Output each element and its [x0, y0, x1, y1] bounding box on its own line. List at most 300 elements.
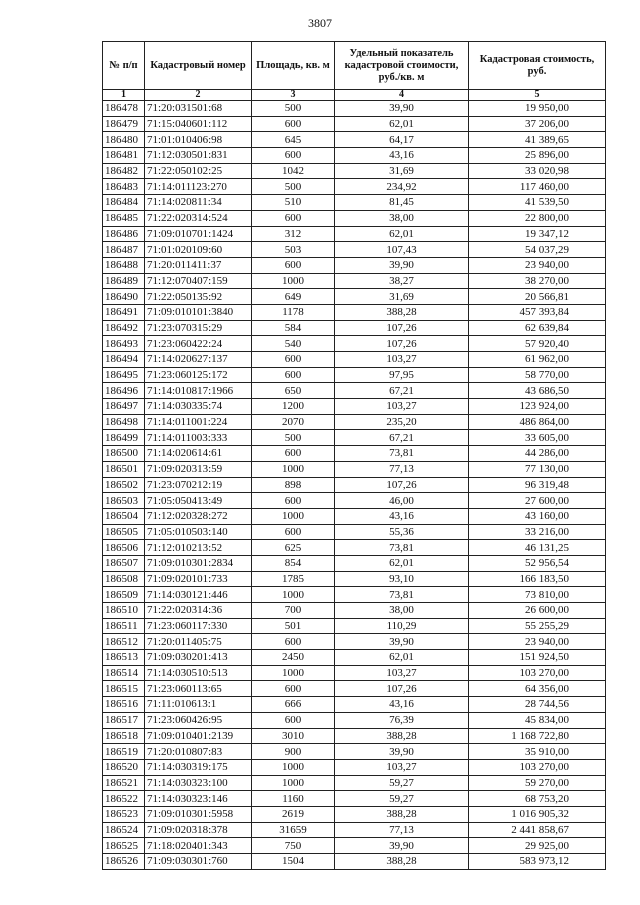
cell-item-number: 186522 [103, 791, 145, 807]
cell-specific-value: 59,27 [335, 775, 469, 791]
table-row [103, 681, 606, 697]
cell-item-number: 186504 [103, 508, 145, 524]
cell-specific-value: 93,10 [335, 571, 469, 587]
cell-area: 600 [252, 493, 335, 509]
cell-item-number: 186502 [103, 477, 145, 493]
cell-cadastral-number: 71:22:050102:25 [145, 163, 252, 179]
cell-cadastral-value: 54 037,29 [469, 242, 606, 258]
cell-area: 1178 [252, 304, 335, 320]
cell-cadastral-value: 43 160,00 [469, 508, 606, 524]
cell-cadastral-value: 52 956,54 [469, 555, 606, 571]
cell-cadastral-value: 62 639,84 [469, 320, 606, 336]
cell-cadastral-number: 71:22:020314:36 [145, 603, 252, 619]
cell-specific-value: 43,16 [335, 508, 469, 524]
cell-item-number: 186491 [103, 304, 145, 320]
column-number: 5 [469, 90, 606, 101]
cell-specific-value: 31,69 [335, 163, 469, 179]
table-row [103, 728, 606, 744]
cell-cadastral-number: 71:12:010213:52 [145, 540, 252, 556]
cell-area: 645 [252, 132, 335, 148]
cell-cadastral-number: 71:14:020627:137 [145, 352, 252, 368]
cell-cadastral-value: 25 896,00 [469, 148, 606, 164]
cell-cadastral-number: 71:23:060113:65 [145, 681, 252, 697]
cell-area: 1504 [252, 854, 335, 870]
column-number: 1 [103, 90, 145, 101]
table-row [103, 587, 606, 603]
header-specific-value: Удельный показатель кадастровой стоимости, руб./кв. м [335, 42, 469, 90]
cell-cadastral-value: 1 168 722,80 [469, 728, 606, 744]
cell-specific-value: 103,27 [335, 665, 469, 681]
table-row [103, 791, 606, 807]
cell-item-number: 186488 [103, 257, 145, 273]
cell-item-number: 186484 [103, 195, 145, 211]
table-row [103, 289, 606, 305]
table-row [103, 461, 606, 477]
cell-cadastral-number: 71:09:010101:3840 [145, 304, 252, 320]
cell-cadastral-value: 55 255,29 [469, 618, 606, 634]
table-row [103, 634, 606, 650]
cell-cadastral-number: 71:23:060125:172 [145, 367, 252, 383]
cell-cadastral-number: 71:11:010613:1 [145, 697, 252, 713]
cell-specific-value: 77,13 [335, 461, 469, 477]
cell-cadastral-value: 123 924,00 [469, 399, 606, 415]
cell-cadastral-value: 46 131,25 [469, 540, 606, 556]
table-row [103, 242, 606, 258]
cell-cadastral-number: 71:23:060426:95 [145, 712, 252, 728]
cell-area: 510 [252, 195, 335, 211]
cell-cadastral-number: 71:20:010807:83 [145, 744, 252, 760]
cell-item-number: 186482 [103, 163, 145, 179]
cell-specific-value: 388,28 [335, 728, 469, 744]
cell-cadastral-number: 71:09:010301:2834 [145, 555, 252, 571]
cell-item-number: 186492 [103, 320, 145, 336]
table-row [103, 759, 606, 775]
cell-area: 1160 [252, 791, 335, 807]
cell-specific-value: 64,17 [335, 132, 469, 148]
cell-item-number: 186516 [103, 697, 145, 713]
cell-area: 1000 [252, 665, 335, 681]
cell-specific-value: 67,21 [335, 430, 469, 446]
cell-cadastral-number: 71:14:030319:175 [145, 759, 252, 775]
cell-item-number: 186507 [103, 555, 145, 571]
cell-cadastral-number: 71:23:070212:19 [145, 477, 252, 493]
cell-specific-value: 31,69 [335, 289, 469, 305]
cell-item-number: 186501 [103, 461, 145, 477]
cell-cadastral-number: 71:05:050413:49 [145, 493, 252, 509]
table-row [103, 148, 606, 164]
cell-cadastral-number: 71:14:030335:74 [145, 399, 252, 415]
column-number: 2 [145, 90, 252, 101]
cell-cadastral-value: 29 925,00 [469, 838, 606, 854]
cell-cadastral-value: 28 744,56 [469, 697, 606, 713]
cell-specific-value: 388,28 [335, 806, 469, 822]
cell-area: 900 [252, 744, 335, 760]
cell-cadastral-number: 71:01:010406:98 [145, 132, 252, 148]
cell-specific-value: 43,16 [335, 148, 469, 164]
table-row [103, 163, 606, 179]
cell-item-number: 186518 [103, 728, 145, 744]
cell-item-number: 186523 [103, 806, 145, 822]
cell-item-number: 186498 [103, 414, 145, 430]
table-row [103, 179, 606, 195]
table-row [103, 226, 606, 242]
header-cadastral-value: Кадастровая стоимость, руб. [469, 42, 606, 90]
cell-cadastral-value: 22 800,00 [469, 210, 606, 226]
column-number: 4 [335, 90, 469, 101]
cell-specific-value: 43,16 [335, 697, 469, 713]
cell-cadastral-value: 77 130,00 [469, 461, 606, 477]
cell-specific-value: 76,39 [335, 712, 469, 728]
cell-cadastral-number: 71:15:040601:112 [145, 116, 252, 132]
cell-area: 501 [252, 618, 335, 634]
table-row [103, 195, 606, 211]
cell-area: 600 [252, 116, 335, 132]
cell-cadastral-number: 71:01:020109:60 [145, 242, 252, 258]
cell-cadastral-value: 41 539,50 [469, 195, 606, 211]
table-row [103, 477, 606, 493]
cell-specific-value: 107,26 [335, 477, 469, 493]
cell-cadastral-value: 26 600,00 [469, 603, 606, 619]
cell-cadastral-value: 68 753,20 [469, 791, 606, 807]
cell-item-number: 186509 [103, 587, 145, 603]
cell-cadastral-number: 71:14:030323:100 [145, 775, 252, 791]
cell-cadastral-number: 71:09:030201:413 [145, 650, 252, 666]
cell-specific-value: 110,29 [335, 618, 469, 634]
cell-specific-value: 107,43 [335, 242, 469, 258]
table-row [103, 399, 606, 415]
table-row [103, 524, 606, 540]
cell-cadastral-number: 71:20:031501:68 [145, 101, 252, 117]
cell-cadastral-value: 2 441 858,67 [469, 822, 606, 838]
cell-specific-value: 107,26 [335, 336, 469, 352]
cell-area: 1042 [252, 163, 335, 179]
table-row [103, 383, 606, 399]
cell-item-number: 186526 [103, 854, 145, 870]
cell-item-number: 186513 [103, 650, 145, 666]
cell-cadastral-value: 151 924,50 [469, 650, 606, 666]
cell-specific-value: 62,01 [335, 116, 469, 132]
cell-cadastral-number: 71:09:010401:2139 [145, 728, 252, 744]
cell-area: 1785 [252, 571, 335, 587]
table-row [103, 806, 606, 822]
table-row [103, 665, 606, 681]
cell-cadastral-value: 103 270,00 [469, 759, 606, 775]
page-number: 3807 [308, 16, 332, 30]
table-row [103, 697, 606, 713]
cell-cadastral-number: 71:12:030501:831 [145, 148, 252, 164]
table-row [103, 508, 606, 524]
table-row [103, 101, 606, 117]
cell-cadastral-number: 71:14:020614:61 [145, 446, 252, 462]
cell-cadastral-number: 71:12:070407:159 [145, 273, 252, 289]
table-row [103, 571, 606, 587]
cell-cadastral-number: 71:14:011123:270 [145, 179, 252, 195]
cell-item-number: 186508 [103, 571, 145, 587]
cell-item-number: 186506 [103, 540, 145, 556]
cell-item-number: 186525 [103, 838, 145, 854]
cell-cadastral-number: 71:23:060422:24 [145, 336, 252, 352]
cell-cadastral-value: 33 216,00 [469, 524, 606, 540]
cell-cadastral-value: 44 286,00 [469, 446, 606, 462]
table-row [103, 744, 606, 760]
cell-cadastral-value: 59 270,00 [469, 775, 606, 791]
cell-item-number: 186497 [103, 399, 145, 415]
cell-item-number: 186478 [103, 101, 145, 117]
cell-area: 2619 [252, 806, 335, 822]
cell-specific-value: 62,01 [335, 555, 469, 571]
cell-item-number: 186485 [103, 210, 145, 226]
cell-item-number: 186490 [103, 289, 145, 305]
cell-cadastral-value: 23 940,00 [469, 634, 606, 650]
cell-cadastral-number: 71:22:050135:92 [145, 289, 252, 305]
cell-item-number: 186479 [103, 116, 145, 132]
cell-item-number: 186524 [103, 822, 145, 838]
cell-cadastral-value: 33 605,00 [469, 430, 606, 446]
cell-area: 650 [252, 383, 335, 399]
cell-cadastral-number: 71:09:020101:733 [145, 571, 252, 587]
cell-cadastral-number: 71:14:030121:446 [145, 587, 252, 603]
cell-item-number: 186481 [103, 148, 145, 164]
cell-area: 31659 [252, 822, 335, 838]
cell-area: 600 [252, 257, 335, 273]
cell-cadastral-number: 71:14:011001:224 [145, 414, 252, 430]
cell-cadastral-number: 71:20:011405:75 [145, 634, 252, 650]
cell-specific-value: 77,13 [335, 822, 469, 838]
cell-area: 1000 [252, 759, 335, 775]
header-area: Площадь, кв. м [252, 42, 335, 90]
cell-cadastral-value: 166 183,50 [469, 571, 606, 587]
cell-area: 3010 [252, 728, 335, 744]
cell-specific-value: 59,27 [335, 791, 469, 807]
cell-cadastral-value: 57 920,40 [469, 336, 606, 352]
cell-item-number: 186520 [103, 759, 145, 775]
cell-area: 503 [252, 242, 335, 258]
cell-specific-value: 67,21 [335, 383, 469, 399]
table-row [103, 618, 606, 634]
cell-specific-value: 39,90 [335, 101, 469, 117]
cell-area: 600 [252, 634, 335, 650]
cell-cadastral-value: 1 016 905,32 [469, 806, 606, 822]
table-row [103, 446, 606, 462]
cell-area: 700 [252, 603, 335, 619]
cell-area: 2070 [252, 414, 335, 430]
cell-area: 540 [252, 336, 335, 352]
table-row [103, 116, 606, 132]
cell-area: 666 [252, 697, 335, 713]
column-number: 3 [252, 90, 335, 101]
cell-specific-value: 39,90 [335, 838, 469, 854]
cell-cadastral-value: 583 973,12 [469, 854, 606, 870]
cell-area: 500 [252, 430, 335, 446]
table-body [103, 101, 606, 870]
cell-cadastral-value: 103 270,00 [469, 665, 606, 681]
cell-cadastral-value: 38 270,00 [469, 273, 606, 289]
cell-item-number: 186512 [103, 634, 145, 650]
cell-cadastral-number: 71:09:020313:59 [145, 461, 252, 477]
cell-cadastral-number: 71:09:020318:378 [145, 822, 252, 838]
cell-specific-value: 73,81 [335, 587, 469, 603]
cell-specific-value: 38,00 [335, 603, 469, 619]
cell-cadastral-number: 71:14:011003:333 [145, 430, 252, 446]
cell-item-number: 186493 [103, 336, 145, 352]
cell-area: 600 [252, 712, 335, 728]
cell-cadastral-number: 71:23:060117:330 [145, 618, 252, 634]
cell-specific-value: 107,26 [335, 681, 469, 697]
cell-cadastral-number: 71:12:020328:272 [145, 508, 252, 524]
table-row [103, 414, 606, 430]
cell-specific-value: 39,90 [335, 634, 469, 650]
cell-item-number: 186487 [103, 242, 145, 258]
cell-cadastral-value: 20 566,81 [469, 289, 606, 305]
table-row [103, 320, 606, 336]
cell-area: 1000 [252, 587, 335, 603]
cell-cadastral-value: 33 020,98 [469, 163, 606, 179]
cell-item-number: 186499 [103, 430, 145, 446]
cell-item-number: 186515 [103, 681, 145, 697]
cell-cadastral-value: 35 910,00 [469, 744, 606, 760]
cell-cadastral-number: 71:14:010817:1966 [145, 383, 252, 399]
cell-area: 898 [252, 477, 335, 493]
cell-area: 500 [252, 101, 335, 117]
cell-item-number: 186489 [103, 273, 145, 289]
cell-item-number: 186503 [103, 493, 145, 509]
cell-specific-value: 46,00 [335, 493, 469, 509]
cell-area: 649 [252, 289, 335, 305]
cell-specific-value: 235,20 [335, 414, 469, 430]
cell-area: 312 [252, 226, 335, 242]
cell-cadastral-value: 58 770,00 [469, 367, 606, 383]
cell-cadastral-value: 43 686,50 [469, 383, 606, 399]
cell-cadastral-number: 71:14:020811:34 [145, 195, 252, 211]
cell-cadastral-value: 23 940,00 [469, 257, 606, 273]
cell-cadastral-number: 71:05:010503:140 [145, 524, 252, 540]
cell-cadastral-number: 71:09:030301:760 [145, 854, 252, 870]
cell-area: 1000 [252, 461, 335, 477]
cell-cadastral-number: 71:09:010701:1424 [145, 226, 252, 242]
cell-specific-value: 62,01 [335, 650, 469, 666]
cell-item-number: 186519 [103, 744, 145, 760]
column-number-row [103, 90, 606, 101]
table-row [103, 493, 606, 509]
cell-item-number: 186514 [103, 665, 145, 681]
cell-specific-value: 388,28 [335, 304, 469, 320]
cell-specific-value: 234,92 [335, 179, 469, 195]
cell-specific-value: 103,27 [335, 399, 469, 415]
cell-cadastral-value: 73 810,00 [469, 587, 606, 603]
table-row [103, 430, 606, 446]
cell-specific-value: 103,27 [335, 352, 469, 368]
table-row [103, 650, 606, 666]
table-row [103, 257, 606, 273]
cadastral-value-table [102, 41, 606, 870]
table-row [103, 540, 606, 556]
cell-area: 1200 [252, 399, 335, 415]
cell-cadastral-number: 71:18:020401:343 [145, 838, 252, 854]
table-row [103, 352, 606, 368]
cell-specific-value: 38,27 [335, 273, 469, 289]
table-row [103, 775, 606, 791]
cell-area: 600 [252, 352, 335, 368]
cell-cadastral-value: 96 319,48 [469, 477, 606, 493]
cell-area: 2450 [252, 650, 335, 666]
cell-area: 600 [252, 446, 335, 462]
table-row [103, 603, 606, 619]
cell-cadastral-number: 71:09:010301:5958 [145, 806, 252, 822]
cell-cadastral-value: 41 389,65 [469, 132, 606, 148]
table-row [103, 273, 606, 289]
cell-cadastral-value: 457 393,84 [469, 304, 606, 320]
table-row [103, 838, 606, 854]
cell-area: 600 [252, 524, 335, 540]
cell-cadastral-value: 45 834,00 [469, 712, 606, 728]
cell-specific-value: 107,26 [335, 320, 469, 336]
cell-area: 1000 [252, 273, 335, 289]
cell-specific-value: 73,81 [335, 540, 469, 556]
cell-area: 600 [252, 681, 335, 697]
cell-item-number: 186511 [103, 618, 145, 634]
cell-item-number: 186483 [103, 179, 145, 195]
cell-item-number: 186480 [103, 132, 145, 148]
cell-specific-value: 39,90 [335, 257, 469, 273]
table-row [103, 712, 606, 728]
table-row [103, 822, 606, 838]
cell-item-number: 186495 [103, 367, 145, 383]
cell-cadastral-value: 37 206,00 [469, 116, 606, 132]
cell-cadastral-value: 61 962,00 [469, 352, 606, 368]
cell-area: 625 [252, 540, 335, 556]
cell-area: 1000 [252, 508, 335, 524]
cell-specific-value: 62,01 [335, 226, 469, 242]
cell-item-number: 186500 [103, 446, 145, 462]
cell-cadastral-value: 64 356,00 [469, 681, 606, 697]
cell-item-number: 186494 [103, 352, 145, 368]
cell-specific-value: 103,27 [335, 759, 469, 775]
table-row [103, 367, 606, 383]
cell-specific-value: 39,90 [335, 744, 469, 760]
cell-specific-value: 73,81 [335, 446, 469, 462]
cell-area: 600 [252, 148, 335, 164]
cell-cadastral-number: 71:23:070315:29 [145, 320, 252, 336]
cell-cadastral-value: 486 864,00 [469, 414, 606, 430]
cell-area: 584 [252, 320, 335, 336]
table-row [103, 555, 606, 571]
cell-cadastral-number: 71:14:030323:146 [145, 791, 252, 807]
cell-specific-value: 55,36 [335, 524, 469, 540]
cell-item-number: 186517 [103, 712, 145, 728]
cell-cadastral-number: 71:22:020314:524 [145, 210, 252, 226]
cell-cadastral-number: 71:20:011411:37 [145, 257, 252, 273]
cell-cadastral-value: 117 460,00 [469, 179, 606, 195]
cell-item-number: 186521 [103, 775, 145, 791]
cell-item-number: 186510 [103, 603, 145, 619]
cell-item-number: 186496 [103, 383, 145, 399]
table-row [103, 336, 606, 352]
header-item-number: № п/п [103, 42, 145, 90]
cell-specific-value: 97,95 [335, 367, 469, 383]
cell-cadastral-value: 19 950,00 [469, 101, 606, 117]
cell-specific-value: 81,45 [335, 195, 469, 211]
table-row [103, 210, 606, 226]
cell-item-number: 186505 [103, 524, 145, 540]
cell-item-number: 186486 [103, 226, 145, 242]
cell-area: 1000 [252, 775, 335, 791]
cell-area: 854 [252, 555, 335, 571]
cell-cadastral-value: 19 347,12 [469, 226, 606, 242]
cell-cadastral-value: 27 600,00 [469, 493, 606, 509]
table-header-row [103, 42, 606, 90]
table-row [103, 304, 606, 320]
cell-area: 600 [252, 210, 335, 226]
